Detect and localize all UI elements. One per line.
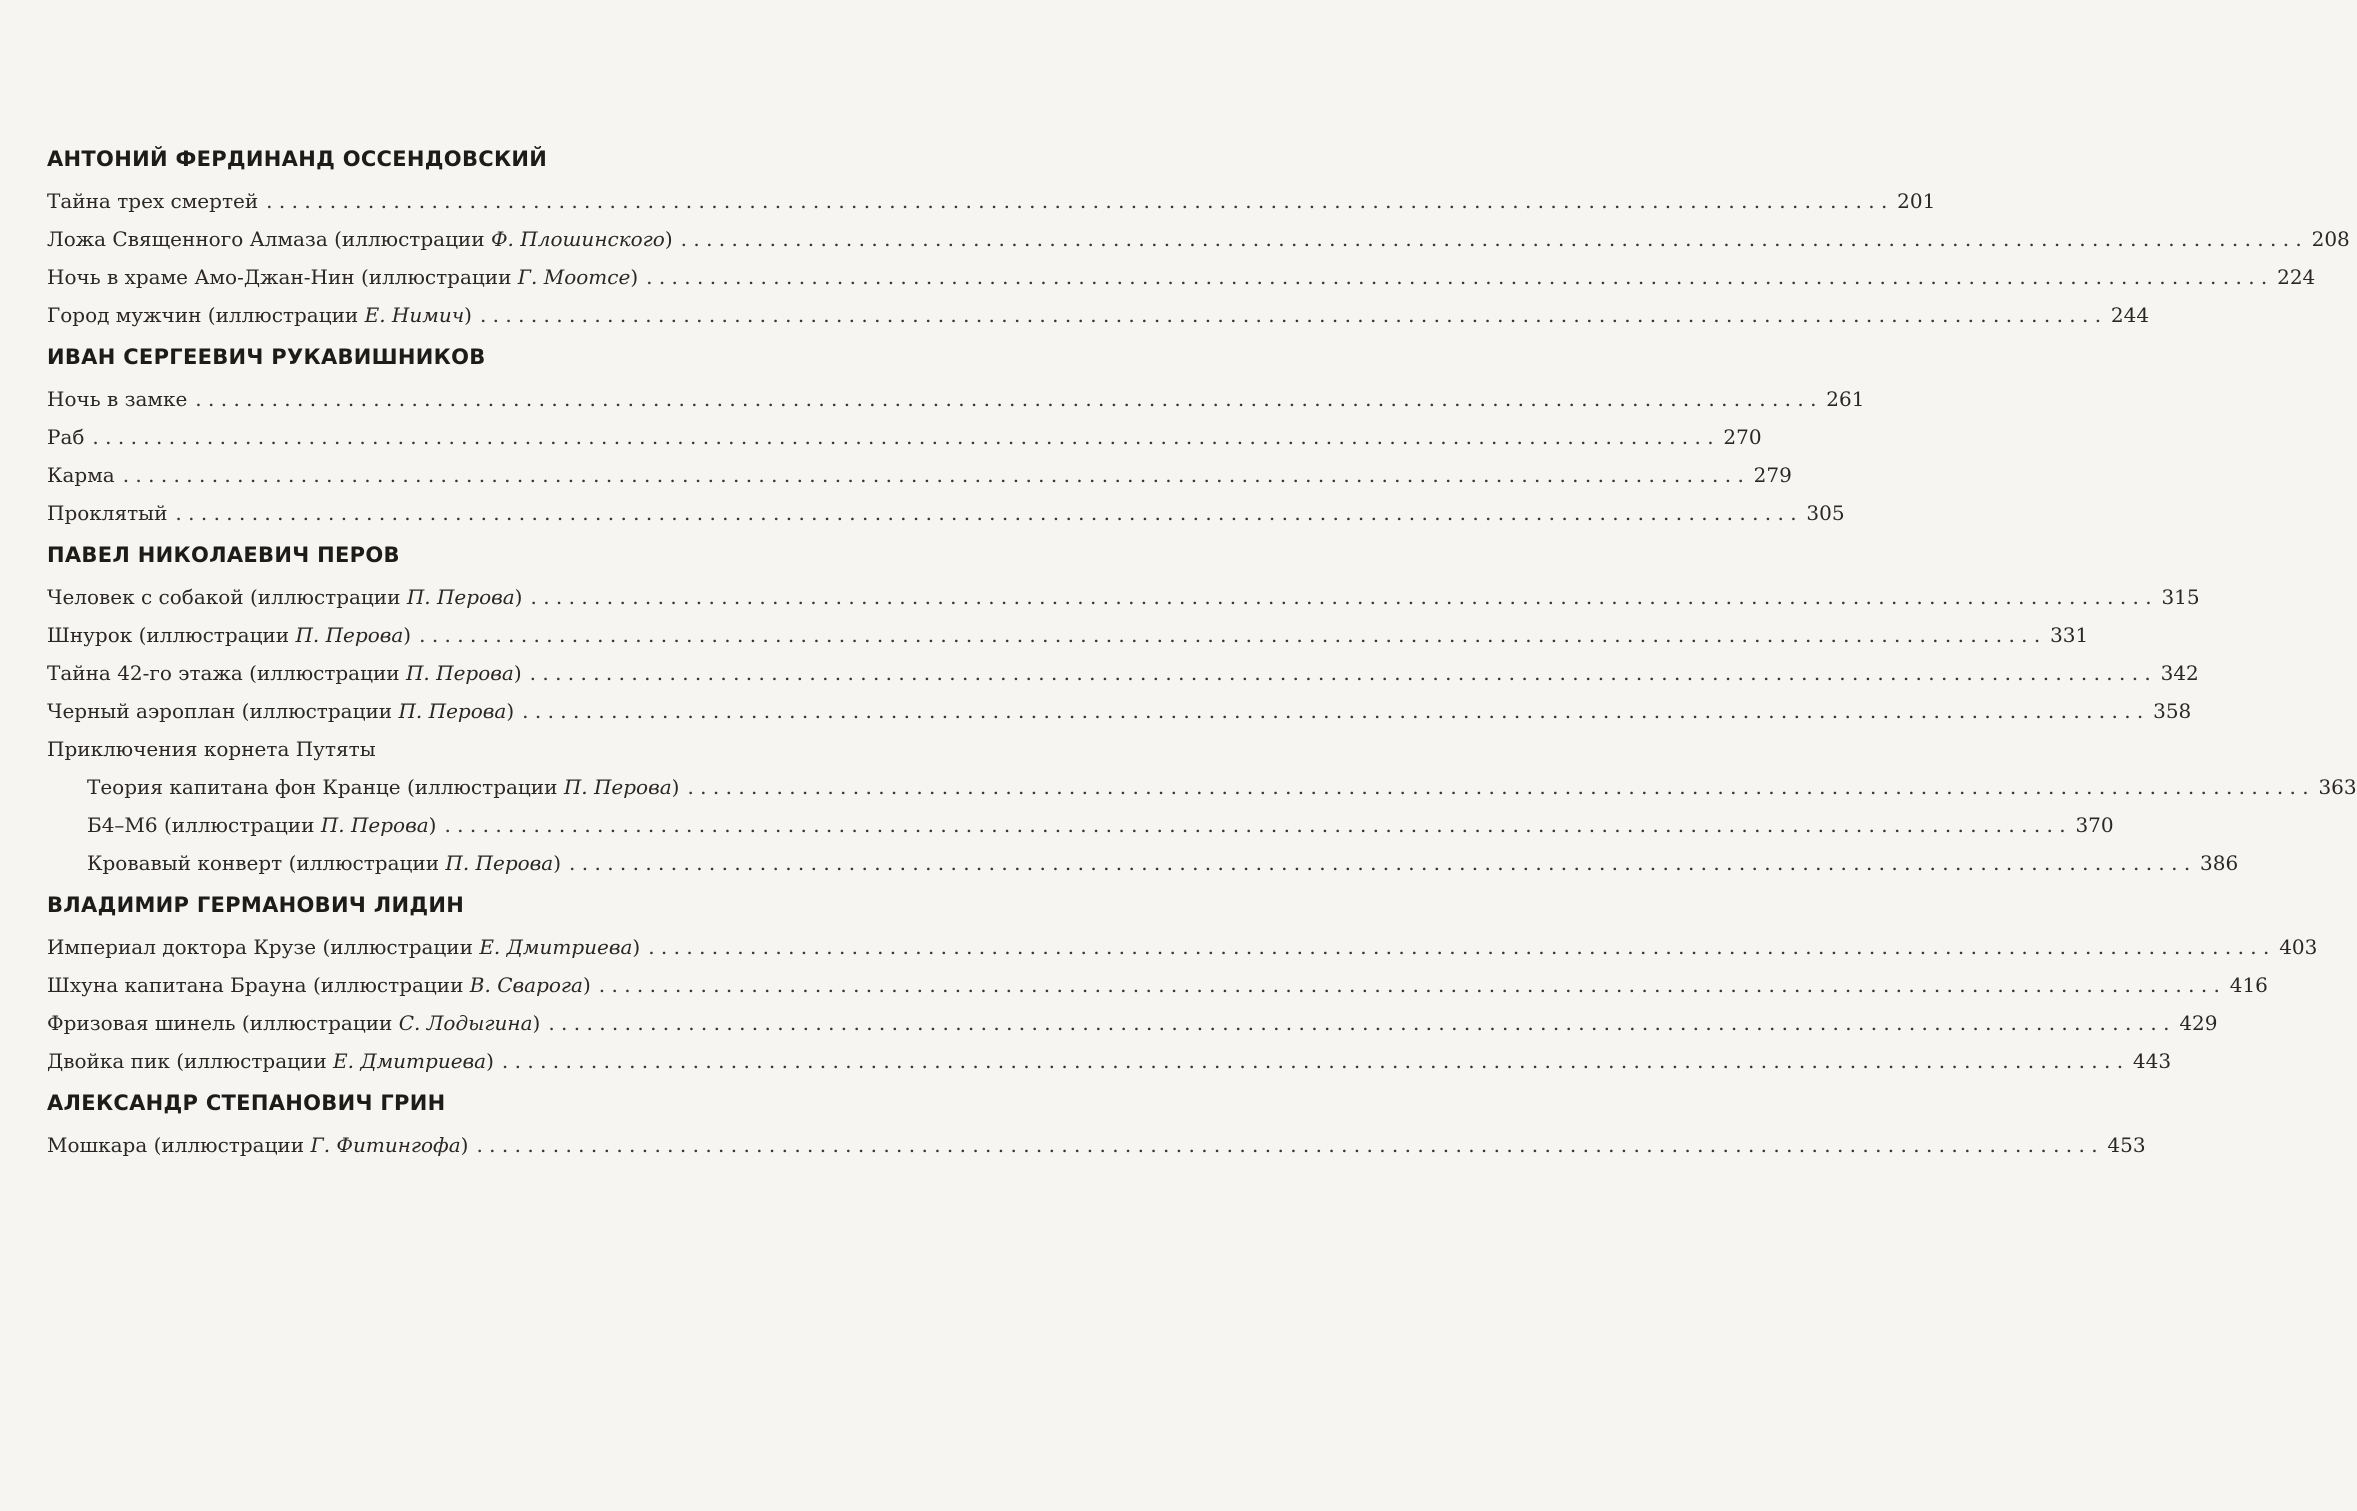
entry-title-text: Двойка пик (иллюстрации bbox=[47, 1049, 334, 1073]
entry-title-tail: ) bbox=[428, 813, 437, 837]
illustrator-name: Г. Фитингофа bbox=[310, 1133, 461, 1157]
toc-entry[interactable] bbox=[47, 182, 1936, 220]
dot-leader bbox=[599, 966, 2220, 1004]
page-number: 224 bbox=[2277, 265, 2316, 289]
entry-title bbox=[47, 1004, 540, 1042]
illustrator-name: П. Перова bbox=[295, 623, 404, 647]
toc-entry[interactable] bbox=[47, 380, 1865, 418]
toc-entry[interactable] bbox=[47, 1126, 2146, 1164]
entry-title bbox=[47, 616, 411, 654]
dot-leader bbox=[522, 692, 2143, 730]
entry-title bbox=[47, 928, 640, 966]
dot-leader bbox=[92, 418, 1713, 456]
entry-title-text: Человек с собакой (иллюстрации bbox=[47, 585, 407, 609]
entry-title-text: Карма bbox=[47, 463, 115, 487]
entry-title-tail: ) bbox=[582, 973, 591, 997]
page-number: 386 bbox=[2200, 851, 2239, 875]
entry-title bbox=[47, 456, 115, 494]
author-heading: ИВАН СЕРГЕЕВИЧ РУКАВИШНИКОВ bbox=[47, 345, 486, 369]
entry-title-tail: ) bbox=[403, 623, 412, 647]
dot-leader bbox=[530, 654, 2151, 692]
toc-section bbox=[47, 1080, 2146, 1164]
toc-entry[interactable] bbox=[47, 928, 2318, 966]
entry-title bbox=[47, 966, 591, 1004]
dot-leader bbox=[123, 456, 1744, 494]
toc-section bbox=[47, 882, 2318, 1080]
dot-leader bbox=[502, 1042, 2123, 1080]
page-number: 331 bbox=[2050, 623, 2089, 647]
dot-leader bbox=[419, 616, 2040, 654]
entry-title bbox=[47, 182, 258, 220]
entry-title bbox=[47, 418, 84, 456]
toc-entry[interactable] bbox=[47, 692, 2192, 730]
toc-section bbox=[47, 136, 2350, 334]
dot-leader bbox=[687, 768, 2308, 806]
entry-title-tail: ) bbox=[464, 303, 472, 327]
page-number: 279 bbox=[1753, 463, 1792, 487]
page-number: 403 bbox=[2279, 935, 2318, 959]
page-number: 370 bbox=[2075, 813, 2114, 837]
toc-entry[interactable] bbox=[47, 258, 2316, 296]
page-number: 443 bbox=[2132, 1049, 2172, 1073]
entry-title bbox=[87, 806, 436, 844]
dot-leader bbox=[569, 844, 2190, 882]
entry-title-tail: ) bbox=[532, 1011, 541, 1035]
dot-leader bbox=[480, 296, 2101, 334]
page-number: 429 bbox=[2179, 1011, 2218, 1035]
dot-leader bbox=[530, 578, 2151, 616]
entry-title-tail: ) bbox=[514, 585, 523, 609]
entry-title bbox=[47, 494, 167, 532]
page-number: 201 bbox=[1897, 189, 1936, 213]
dot-leader bbox=[681, 220, 2302, 258]
toc-entry[interactable] bbox=[47, 966, 2268, 1004]
page-number: 363 bbox=[2318, 775, 2357, 799]
dot-leader bbox=[476, 1126, 2097, 1164]
entry-title bbox=[47, 692, 514, 730]
entry-title-text: Ночь в замке bbox=[47, 387, 188, 411]
toc-entry[interactable] bbox=[47, 418, 1762, 456]
toc-entry[interactable] bbox=[47, 806, 2114, 844]
toc-entry[interactable] bbox=[47, 844, 2239, 882]
dot-leader bbox=[195, 380, 1816, 418]
entry-title-tail: ) bbox=[506, 699, 515, 723]
toc-section bbox=[47, 532, 2357, 882]
entry-title-tail: ) bbox=[513, 661, 522, 685]
page-number: 315 bbox=[2161, 585, 2200, 609]
entry-title bbox=[47, 1042, 494, 1080]
illustrator-name: П. Перова bbox=[320, 813, 429, 837]
illustrator-name: В. Сварога bbox=[469, 973, 583, 997]
dot-leader bbox=[444, 806, 2065, 844]
toc-entry[interactable] bbox=[47, 494, 1845, 532]
illustrator-name: С. Лодыгина bbox=[398, 1011, 533, 1035]
illustrator-name: Е. Нимич bbox=[364, 303, 465, 327]
illustrator-name: П. Перова bbox=[398, 699, 507, 723]
dot-leader bbox=[648, 928, 2269, 966]
entry-title bbox=[47, 730, 376, 768]
illustrator-name: П. Перова bbox=[405, 661, 514, 685]
entry-title bbox=[87, 768, 679, 806]
author-heading: ПАВЕЛ НИКОЛАЕВИЧ ПЕРОВ bbox=[47, 543, 400, 567]
entry-title-text: Мошкара (иллюстрации bbox=[47, 1133, 311, 1157]
toc-entry[interactable] bbox=[47, 730, 801, 768]
entry-title-text: Черный аэроплан (иллюстрации bbox=[47, 699, 399, 723]
entry-title-tail: ) bbox=[460, 1133, 469, 1157]
illustrator-name: Ф. Плошинского bbox=[490, 227, 665, 251]
entry-title-text: Город мужчин (иллюстрации bbox=[47, 303, 365, 327]
entry-title-text: Ложа Священного Алмаза (иллюстрации bbox=[47, 227, 491, 251]
entry-title-text: Раб bbox=[47, 425, 85, 449]
entry-title-text: Шнурок (иллюстрации bbox=[47, 623, 296, 647]
entry-title bbox=[87, 844, 561, 882]
illustrator-name: П. Перова bbox=[563, 775, 672, 799]
entry-title-text: Шхуна капитана Брауна (иллюстрации bbox=[47, 973, 470, 997]
entry-title-tail: ) bbox=[630, 265, 639, 289]
entry-title-text: Тайна 42-го этажа (иллюстрации bbox=[47, 661, 406, 685]
page-number: 358 bbox=[2153, 699, 2192, 723]
entry-title-text: Б4–М6 (иллюстрации bbox=[87, 813, 321, 837]
entry-title-tail: ) bbox=[486, 1049, 494, 1073]
author-heading: ВЛАДИМИР ГЕРМАНОВИЧ ЛИДИН bbox=[47, 893, 465, 917]
dot-leader bbox=[646, 258, 2267, 296]
entry-title-text: Теория капитана фон Кранце (иллюстрации bbox=[87, 775, 564, 799]
toc-entry[interactable] bbox=[47, 220, 2350, 258]
illustrator-name: П. Перова bbox=[406, 585, 515, 609]
entry-title-text: Ночь в храме Амо-Джан-Нин (иллюстрации bbox=[47, 265, 518, 289]
entry-title bbox=[47, 578, 522, 616]
entry-title bbox=[47, 654, 522, 692]
dot-leader bbox=[548, 1004, 2169, 1042]
entry-title-text: Фризовая шинель (иллюстрации bbox=[47, 1011, 399, 1035]
entry-title bbox=[47, 296, 472, 334]
page-number: 342 bbox=[2160, 661, 2199, 685]
author-heading: АНТОНИЙ ФЕРДИНАНД ОССЕНДОВСКИЙ bbox=[47, 147, 548, 171]
entry-title-tail: ) bbox=[664, 227, 673, 251]
entry-title bbox=[47, 380, 187, 418]
entry-title bbox=[47, 1126, 468, 1164]
toc-entry[interactable] bbox=[47, 768, 2357, 806]
toc-entry[interactable] bbox=[47, 296, 2150, 334]
toc-entry[interactable] bbox=[47, 456, 1792, 494]
page-number: 416 bbox=[2229, 973, 2268, 997]
entry-title-text: Приключения корнета Путяты bbox=[47, 737, 376, 761]
entry-title-tail: ) bbox=[553, 851, 562, 875]
page-number: 244 bbox=[2110, 303, 2150, 327]
page-number: 270 bbox=[1723, 425, 1762, 449]
illustrator-name: Г. Моотсе bbox=[517, 265, 631, 289]
toc-entry[interactable] bbox=[47, 654, 2199, 692]
toc-entry[interactable] bbox=[47, 1042, 2172, 1080]
entry-title-text: Тайна трех смертей bbox=[47, 189, 259, 213]
page-number: 305 bbox=[1806, 501, 1845, 525]
entry-title bbox=[47, 258, 638, 296]
entry-title-text: Проклятый bbox=[47, 501, 168, 525]
page-number: 261 bbox=[1826, 387, 1865, 411]
entry-title-text: Империал доктора Крузе (иллюстрации bbox=[47, 935, 480, 959]
author-heading: АЛЕКСАНДР СТЕПАНОВИЧ ГРИН bbox=[47, 1091, 446, 1115]
page-number: 453 bbox=[2107, 1133, 2146, 1157]
toc-entry[interactable] bbox=[47, 1004, 2218, 1042]
page-number: 208 bbox=[2311, 227, 2350, 251]
toc-entry[interactable] bbox=[47, 578, 2200, 616]
entry-title bbox=[47, 220, 673, 258]
entry-title-tail: ) bbox=[632, 935, 641, 959]
toc-entry[interactable] bbox=[47, 616, 2089, 654]
entry-title-text: Кровавый конверт (иллюстрации bbox=[87, 851, 446, 875]
toc-section bbox=[47, 334, 1865, 532]
illustrator-name: Е. Дмитриева bbox=[479, 935, 633, 959]
dot-leader bbox=[266, 182, 1887, 220]
dot-leader bbox=[175, 494, 1796, 532]
illustrator-name: П. Перова bbox=[445, 851, 554, 875]
illustrator-name: Е. Дмитриева bbox=[333, 1049, 487, 1073]
entry-title-tail: ) bbox=[671, 775, 680, 799]
